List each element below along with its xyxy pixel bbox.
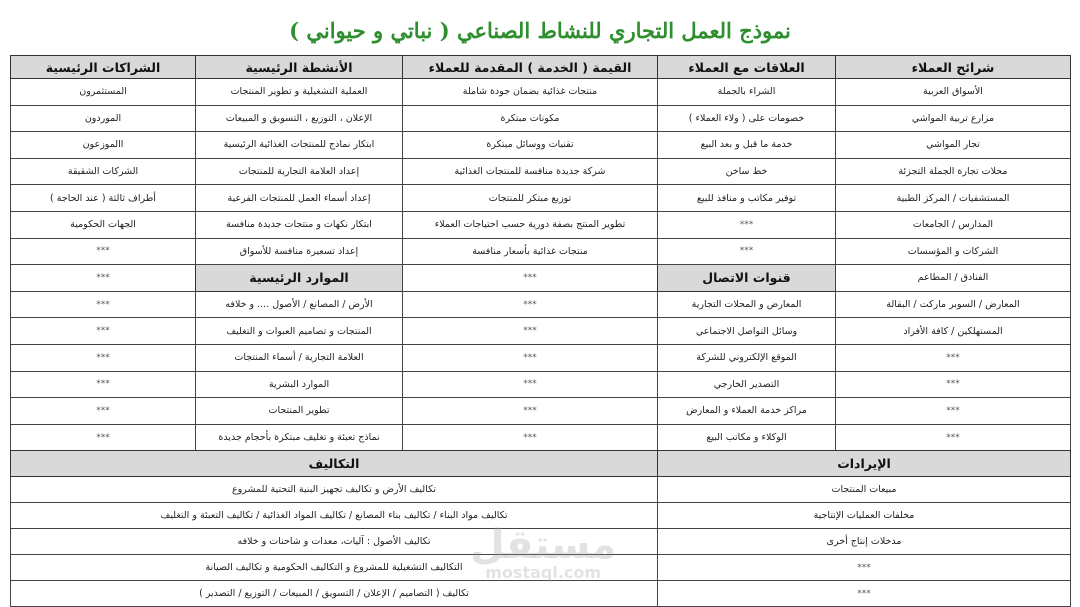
cost-cell: تكاليف مواد البناء / تكاليف بناء المصانع / تكاليف المواد الغذائية / تكاليف التعبئة و التغليف xyxy=(11,503,658,529)
key-partners-cell: *** xyxy=(11,291,196,318)
key-partners-cell: *** xyxy=(11,371,196,398)
key-activities-cell: المنتجات و تصاميم العبوات و التغليف xyxy=(196,318,403,345)
business-model-canvas-table xyxy=(10,55,1071,451)
customer-relationships-cell: توفير مكاتب و منافذ للبيع xyxy=(658,185,836,212)
key-activities-cell: ابتكار نماذج للمنتجات الغذائية الرئيسية xyxy=(196,132,403,159)
table-row xyxy=(11,344,1071,371)
value-proposition-cell: *** xyxy=(403,291,658,318)
customer-segments-cell: الشركات و المؤسسات xyxy=(836,238,1071,265)
customer-relationships-cell: *** xyxy=(658,238,836,265)
key-activities-cell: نماذج تعبئة و تغليف مبتكرة بأحجام جديدة xyxy=(196,424,403,451)
key-partners-cell: *** xyxy=(11,398,196,425)
key-activities-cell: إعداد تسعيرة منافسة للأسواق xyxy=(196,238,403,265)
table-row xyxy=(11,477,1071,503)
table-row xyxy=(11,211,1071,238)
key-activities-cell: العلامة التجارية / أسماء المنتجات xyxy=(196,344,403,371)
cost-cell: تكاليف ( التصاميم / الإعلان / التسويق / المبيعات / التوزيع / التصدير ) xyxy=(11,581,658,607)
customer-relationships-cell: التصدير الخارجي xyxy=(658,371,836,398)
table-row xyxy=(11,265,1071,292)
revenue-cell: مبيعات المنتجات xyxy=(658,477,1071,503)
value-proposition-cell: مكونات مبتكرة xyxy=(403,105,658,132)
key-partners-cell: الجهات الحكومية xyxy=(11,211,196,238)
channels-header: قنوات الاتصال xyxy=(658,265,836,292)
value-proposition-header: القيمة ( الخدمة ) المقدمة للعملاء xyxy=(403,56,658,79)
table-row xyxy=(11,371,1071,398)
key-partners-header: الشراكات الرئيسية xyxy=(11,56,196,79)
key-partners-cell: الموردون xyxy=(11,105,196,132)
table-row xyxy=(11,581,1071,607)
customer-segments-cell: تجار المواشي xyxy=(836,132,1071,159)
customer-segments-cell: *** xyxy=(836,424,1071,451)
key-activities-cell: العملية التشغيلية و تطوير المنتجات xyxy=(196,79,403,106)
watermark-arabic: مستقل xyxy=(470,522,617,568)
revenue-cell: *** xyxy=(658,581,1071,607)
table-row xyxy=(11,503,1071,529)
key-partners-cell: الشركات الشقيقة xyxy=(11,158,196,185)
table-row xyxy=(11,318,1071,345)
table-row xyxy=(11,238,1071,265)
cost-structure-header: التكاليف xyxy=(11,451,658,477)
value-proposition-cell: *** xyxy=(403,318,658,345)
key-partners-cell: *** xyxy=(11,265,196,292)
key-partners-cell: أطراف ثالثة ( عند الحاجة ) xyxy=(11,185,196,212)
revenue-cell: *** xyxy=(658,555,1071,581)
customer-relationships-cell: *** xyxy=(658,211,836,238)
key-activities-cell: الإعلان ، التوزيع ، التسويق و المبيعات xyxy=(196,105,403,132)
table-row xyxy=(11,424,1071,451)
finance-header-row xyxy=(11,451,1071,477)
cost-cell: تكاليف الأرض و تكاليف تجهيز البنية التحتية للمشروع xyxy=(11,477,658,503)
customer-segments-cell: المدارس / الجامعات xyxy=(836,211,1071,238)
value-proposition-cell: منتجات غذائية بضمان جودة شاملة xyxy=(403,79,658,106)
key-activities-cell: الموارد البشرية xyxy=(196,371,403,398)
table-row xyxy=(11,185,1071,212)
value-proposition-cell: *** xyxy=(403,265,658,292)
table-row xyxy=(11,291,1071,318)
customer-relationships-cell: وسائل التواصل الاجتماعي xyxy=(658,318,836,345)
table-row xyxy=(11,555,1071,581)
page-title: نموذج العمل التجاري للنشاط الصناعي ( نباتي و حيواني ) xyxy=(289,18,791,43)
key-activities-header: الأنشطة الرئيسية xyxy=(196,56,403,79)
customer-segments-cell: *** xyxy=(836,344,1071,371)
customer-relationships-header: العلاقات مع العملاء xyxy=(658,56,836,79)
value-proposition-cell: *** xyxy=(403,371,658,398)
table-row xyxy=(11,132,1071,159)
key-partners-cell: المستثمرون xyxy=(11,79,196,106)
customer-segments-cell: الأسواق العربية xyxy=(836,79,1071,106)
key-resources-header: الموارد الرئيسية xyxy=(196,265,403,292)
key-activities-cell: ابتكار نكهات و منتجات جديدة منافسة xyxy=(196,211,403,238)
customer-segments-cell: المستهلكين / كافة الأفراد xyxy=(836,318,1071,345)
key-partners-cell: *** xyxy=(11,318,196,345)
customer-segments-cell: محلات تجارة الجملة التجزئة xyxy=(836,158,1071,185)
table-row xyxy=(11,79,1071,106)
value-proposition-cell: منتجات غذائية بأسعار منافسة xyxy=(403,238,658,265)
customer-segments-cell: *** xyxy=(836,371,1071,398)
watermark-latin: mostaql.com xyxy=(485,563,602,582)
customer-segments-header: شرائح العملاء xyxy=(836,56,1071,79)
customer-segments-cell: المستشفيات / المركز الطبية xyxy=(836,185,1071,212)
key-activities-cell: الأرض / المصانع / الأصول .... و خلافه xyxy=(196,291,403,318)
customer-relationships-cell: خدمة ما قبل و بعد البيع xyxy=(658,132,836,159)
customer-segments-cell: *** xyxy=(836,398,1071,425)
table-row xyxy=(11,529,1071,555)
customer-segments-cell: الفنادق / المطاعم xyxy=(836,265,1071,292)
key-partners-cell: *** xyxy=(11,424,196,451)
value-proposition-cell: شركة جديدة منافسة للمنتجات الغذائية xyxy=(403,158,658,185)
value-proposition-cell: تقنيات ووسائل مبتكرة xyxy=(403,132,658,159)
revenue-cell: مخلفات العمليات الإنتاجية xyxy=(658,503,1071,529)
header-row xyxy=(11,56,1071,79)
finance-table xyxy=(10,450,1071,607)
cost-cell: التكاليف التشغيلية للمشروع و التكاليف الحكومية و تكاليف الصيانة xyxy=(11,555,658,581)
key-partners-cell: *** xyxy=(11,238,196,265)
key-partners-cell: *** xyxy=(11,344,196,371)
revenue-cell: مدخلات إنتاج أخرى xyxy=(658,529,1071,555)
customer-relationships-cell: المعارض و المحلات التجارية xyxy=(658,291,836,318)
customer-relationships-cell: الوكلاء و مكاتب البيع xyxy=(658,424,836,451)
value-proposition-cell: *** xyxy=(403,398,658,425)
key-partners-cell: االموزعون xyxy=(11,132,196,159)
customer-relationships-cell: الشراء بالجملة xyxy=(658,79,836,106)
value-proposition-cell: تطوير المنتج بصفة دورية حسب احتياجات العملاء xyxy=(403,211,658,238)
value-proposition-cell: توزيع مبتكر للمنتجات xyxy=(403,185,658,212)
table-row xyxy=(11,398,1071,425)
customer-segments-cell: المعارض / السوبر ماركت / البقالة xyxy=(836,291,1071,318)
key-activities-cell: إعداد العلامة التجارية للمنتجات xyxy=(196,158,403,185)
key-activities-cell: إعداد أسماء العمل للمنتجات الفرعية xyxy=(196,185,403,212)
value-proposition-cell: *** xyxy=(403,344,658,371)
customer-relationships-cell: الموقع الإلكتروني للشركة xyxy=(658,344,836,371)
customer-segments-cell: مزارع تربية المواشي xyxy=(836,105,1071,132)
table-row xyxy=(11,105,1071,132)
revenue-streams-header: الإيرادات xyxy=(658,451,1071,477)
cost-cell: تكاليف الأصول : آليات، معدات و شاحنات و خلافه xyxy=(11,529,658,555)
customer-relationships-cell: خط ساخن xyxy=(658,158,836,185)
value-proposition-cell: *** xyxy=(403,424,658,451)
key-activities-cell: تطوير المنتجات xyxy=(196,398,403,425)
customer-relationships-cell: خصومات على ( ولاء العملاء ) xyxy=(658,105,836,132)
customer-relationships-cell: مراكز خدمة العملاء و المعارض xyxy=(658,398,836,425)
table-row xyxy=(11,158,1071,185)
